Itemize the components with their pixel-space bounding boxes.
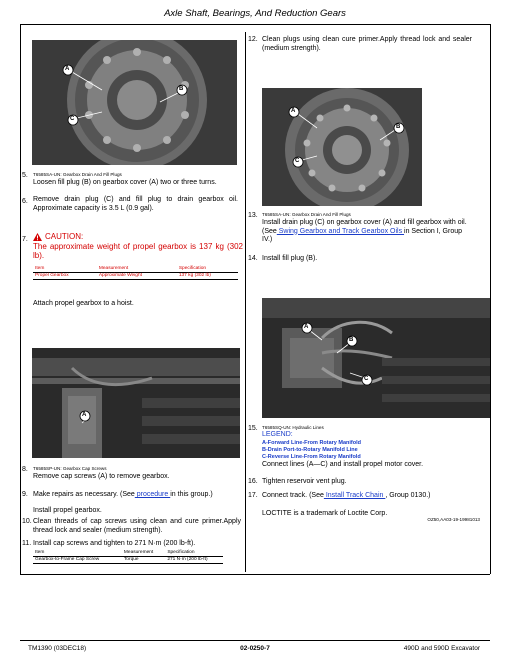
attach-hoist-text: Attach propel gearbox to a hoist. — [33, 300, 134, 307]
step-7-number: 7. — [22, 236, 28, 243]
legend-item-a: A-Forward Line-From Rotary Manifold — [262, 440, 361, 446]
footer-rule — [20, 640, 490, 641]
footer-manual-id: TM1390 (03DEC18) — [28, 645, 87, 652]
step-9-text — [33, 491, 243, 500]
table-row — [33, 273, 238, 280]
header-measurement: Measurement — [98, 266, 129, 271]
step-13-pre: Install drain plug (C) on gearbox cover (A) and fill gearbox with oil. (See — [262, 219, 467, 235]
caution-label: CAUTION: — [45, 232, 84, 241]
row-item: Propel Gearbox — [35, 273, 69, 278]
header-rule — [20, 24, 490, 25]
step-5-text: Loosen fill plug (B) on gearbox cover (A) two or three turns. — [33, 179, 217, 186]
step-16-text: Tighten reservoir vent plug. — [262, 478, 347, 485]
image3-caption: T6585SA-UN: Gearbox Drain And Fill Plugs — [262, 212, 351, 217]
callout-c-label: C — [364, 376, 369, 382]
header-item: Item — [35, 550, 45, 555]
step-9-post: in this group.) — [170, 491, 213, 498]
swing-gearbox-oils-link[interactable]: Swing Gearbox and Track Gearbox Oils — [276, 227, 405, 235]
step-15-number: 15. — [248, 425, 258, 432]
callout-a-label: A — [304, 324, 309, 330]
legend-title: LEGEND: — [262, 431, 293, 438]
step-11-text: Install cap screws and tighten to 271 N·m (200 lb-ft). — [33, 540, 196, 547]
step-8-number: 8. — [22, 466, 28, 473]
step-10-number: 10. — [22, 518, 32, 525]
callout-a-label: A — [65, 66, 70, 72]
row-measurement: Approximate Weight — [98, 273, 142, 278]
install-gearbox-text: Install propel gearbox. — [33, 507, 102, 514]
step-6-text: Remove drain plug (C) and fill plug to drain gearbox oil. Approximate capacity is 3.5 L (0.9 gal). — [33, 196, 238, 212]
step-17-pre: Connect track. (See — [262, 492, 324, 499]
frame-right — [490, 24, 491, 574]
caution-text: The approximate weight of propel gearbox is 137 kg (302 lb). — [33, 241, 243, 260]
document-reference: OZ50,AA03-19-19981013 — [427, 517, 480, 522]
loctite-trademark: LOCTITE is a trademark of Loctite Corp. — [262, 510, 388, 517]
frame-bottom — [20, 574, 490, 575]
step-13-post: in Section I, Group IV.) — [262, 227, 463, 243]
row-specification: 271 N·m (200 lb-ft) — [167, 557, 208, 562]
cap-screws-photo — [32, 348, 240, 458]
step-9-pre: Make repairs as necessary. (See — [33, 491, 135, 498]
step-14-text: Install fill plug (B). — [262, 255, 318, 262]
row-measurement: Torque — [123, 557, 139, 562]
caution-block — [33, 232, 243, 261]
legend-list — [262, 440, 361, 460]
image4-caption: T6585SQ-UN: Hydraulic Lines — [262, 425, 324, 430]
weight-spec-table — [33, 266, 238, 280]
step-13-text — [262, 219, 474, 245]
step-17-number: 17. — [248, 492, 258, 499]
table-row — [33, 557, 223, 564]
step-9-number: 9. — [22, 491, 28, 498]
callout-b-label: B — [349, 337, 354, 343]
image2-caption: T6585SP-UN: Gearbox Cap Screws — [33, 466, 107, 471]
step-5-number: 5. — [22, 172, 28, 179]
footer-page-number: 02-0250-7 — [240, 645, 270, 652]
image1-caption: T6585SA-UN: Gearbox Drain And Fill Plugs — [33, 172, 122, 177]
callout-a-label: A — [82, 412, 87, 418]
callout-b-label: B — [396, 124, 401, 130]
legend-item-b: B-Drain Port-to-Rotary Manifold Line — [262, 446, 358, 453]
step-12-number: 12. — [248, 36, 258, 43]
step-10-text: Clean threads of cap screws using clean and cure primer.Apply thread lock and sealer (medium strength). — [33, 518, 241, 534]
legend-item-c: C-Reverse Line-From Rotary Manifold — [262, 453, 361, 460]
header-item: Item — [35, 266, 45, 271]
step-15-text: Connect lines (A—C) and install propel motor cover. — [262, 461, 424, 468]
header-measurement: Measurement — [123, 550, 154, 555]
footer-model: 490D and 590D Excavator — [403, 645, 480, 652]
callout-c-label: C — [295, 158, 300, 164]
step-11-number: 11. — [22, 540, 32, 547]
step-6-number: 6. — [22, 198, 28, 205]
procedure-link[interactable]: procedure — [134, 491, 171, 498]
header-specification: Specification — [167, 550, 195, 555]
step-16-number: 16. — [248, 478, 258, 485]
torque-spec-table — [33, 550, 223, 564]
step-8-text: Remove cap screws (A) to remove gearbox. — [33, 473, 170, 480]
column-divider — [245, 32, 246, 572]
warning-triangle-icon — [33, 233, 42, 241]
step-12-text: Clean plugs using clean cure primer.Apply thread lock and sealer (medium strength). — [262, 36, 472, 52]
callout-a-label: A — [291, 108, 296, 114]
row-item: Gearbox-to-Frame Cap Screw — [35, 557, 100, 562]
hydraulic-lines-photo — [262, 298, 490, 418]
callout-b-label: B — [179, 86, 184, 92]
step-13-number: 13. — [248, 212, 258, 219]
step-17-text — [262, 492, 482, 501]
frame-left — [20, 24, 21, 574]
page-header-title: Axle Shaft, Bearings, And Reduction Gears — [164, 8, 346, 19]
gearbox-plugs-photo — [32, 40, 237, 165]
step-17-post: , Group 0130.) — [385, 492, 431, 499]
caution-heading — [33, 232, 243, 242]
gearbox-plugs-photo-2 — [262, 88, 422, 206]
step-14-number: 14. — [248, 255, 258, 262]
install-track-chain-link[interactable]: Install Track Chain — [323, 492, 386, 499]
callout-c-label: C — [70, 116, 75, 122]
header-specification: Specification — [178, 266, 207, 271]
row-specification: 137 kg (302 lb) — [178, 273, 211, 278]
